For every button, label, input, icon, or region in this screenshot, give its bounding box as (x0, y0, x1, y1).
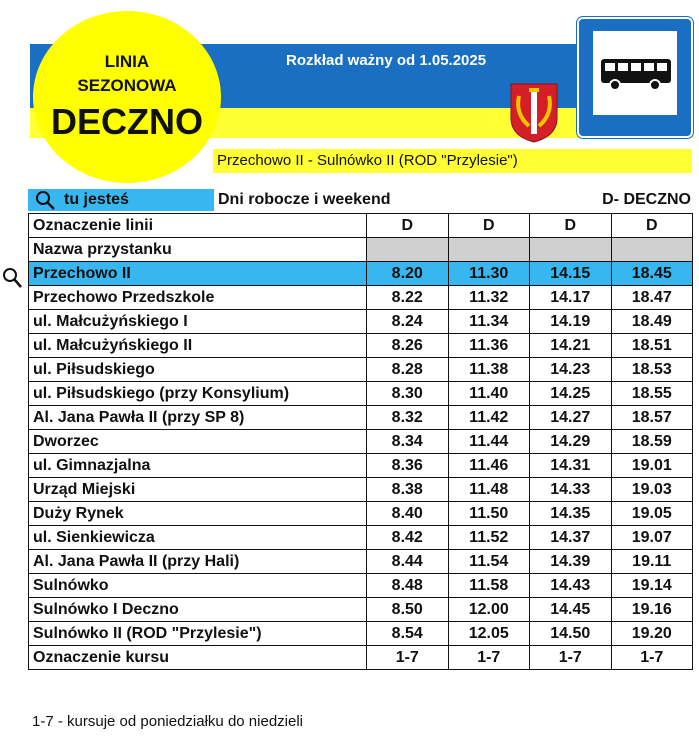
line-code: D (530, 214, 612, 238)
departure-time: 11.40 (448, 382, 530, 406)
table-row (29, 334, 693, 358)
departure-time: 14.39 (530, 550, 612, 574)
stop-name: Urząd Miejski (29, 478, 367, 502)
departure-time: 11.38 (448, 358, 530, 382)
departure-time: 8.50 (367, 598, 449, 622)
bus-icon (593, 31, 677, 115)
departure-time: 14.15 (530, 262, 612, 286)
departure-time: 11.58 (448, 574, 530, 598)
departure-time: 11.54 (448, 550, 530, 574)
departure-time: 14.37 (530, 526, 612, 550)
you-are-here-label (28, 189, 214, 211)
table-row (29, 598, 693, 622)
departure-time: 8.36 (367, 454, 449, 478)
departure-time: 18.51 (611, 334, 693, 358)
route-description: Przechowo II - Sulnówko II (ROD "Przylesie") (213, 149, 692, 173)
stop-name: Sulnówko (29, 574, 367, 598)
departure-time: 19.01 (611, 454, 693, 478)
departure-time: 14.23 (530, 358, 612, 382)
stop-name: Al. Jana Pawła II (przy Hali) (29, 550, 367, 574)
table-row (29, 502, 693, 526)
header-blank-cell (448, 238, 530, 262)
course-row-label: Oznaczenie kursu (29, 646, 367, 670)
departure-time: 11.48 (448, 478, 530, 502)
departure-time: 11.44 (448, 430, 530, 454)
departure-time: 8.30 (367, 382, 449, 406)
departure-time: 14.21 (530, 334, 612, 358)
departure-time: 11.50 (448, 502, 530, 526)
course-code: 1-7 (611, 646, 693, 670)
departure-time: 14.33 (530, 478, 612, 502)
departure-time: 19.07 (611, 526, 693, 550)
departure-time: 12.00 (448, 598, 530, 622)
badge-title: DECZNO (51, 101, 203, 142)
departure-time: 8.20 (367, 262, 449, 286)
departure-time: 11.34 (448, 310, 530, 334)
departure-time: 8.48 (367, 574, 449, 598)
departure-time: 18.59 (611, 430, 693, 454)
departure-time: 14.45 (530, 598, 612, 622)
stop-name: Przechowo II (29, 262, 367, 286)
departure-time: 11.52 (448, 526, 530, 550)
header-blank-cell (367, 238, 449, 262)
departure-time: 18.55 (611, 382, 693, 406)
stop-name: Sulnówko II (ROD "Przylesie") (29, 622, 367, 646)
stop-name: ul. Piłsudskiego (29, 358, 367, 382)
timetable (28, 213, 693, 670)
course-code: 1-7 (448, 646, 530, 670)
departure-time: 14.27 (530, 406, 612, 430)
stop-name: Dworzec (29, 430, 367, 454)
departure-time: 18.53 (611, 358, 693, 382)
course-code: 1-7 (367, 646, 449, 670)
stop-name: ul. Gimnazjalna (29, 454, 367, 478)
header-blank-cell (611, 238, 693, 262)
stop-name: ul. Piłsudskiego (przy Konsylium) (29, 382, 367, 406)
departure-time: 14.31 (530, 454, 612, 478)
table-row (29, 526, 693, 550)
table-row (29, 622, 693, 646)
departure-time: 19.16 (611, 598, 693, 622)
stop-name: ul. Małcużyńskiego I (29, 310, 367, 334)
stop-name: Al. Jana Pawła II (przy SP 8) (29, 406, 367, 430)
departure-time: 18.49 (611, 310, 693, 334)
you-are-here-text: tu jesteś (64, 191, 129, 208)
departure-time: 19.05 (611, 502, 693, 526)
line-row-label: Oznaczenie linii (29, 214, 367, 238)
badge-line1: LINIA (104, 52, 150, 71)
stop-name: Przechowo Przedszkole (29, 286, 367, 310)
footnote: 1-7 - kursuje od poniedziałku do niedzieli (32, 713, 303, 730)
departure-time: 19.03 (611, 478, 693, 502)
departure-time: 19.14 (611, 574, 693, 598)
stop-header: Nazwa przystanku (29, 238, 367, 262)
departure-time: 11.36 (448, 334, 530, 358)
valid-from-text: Rozkład ważny od 1.05.2025 (286, 52, 487, 69)
magnifier-icon (2, 267, 26, 289)
table-row (29, 454, 693, 478)
stop-name: Duży Rynek (29, 502, 367, 526)
departure-time: 8.24 (367, 310, 449, 334)
course-code-row (29, 646, 693, 670)
departure-time: 19.20 (611, 622, 693, 646)
departure-time: 8.44 (367, 550, 449, 574)
table-row (29, 550, 693, 574)
magnifier-icon (35, 190, 59, 210)
departure-time: 14.35 (530, 502, 612, 526)
stop-name: Sulnówko I Deczno (29, 598, 367, 622)
course-code: 1-7 (530, 646, 612, 670)
line-code: D (448, 214, 530, 238)
departure-time: 14.50 (530, 622, 612, 646)
header-blank-cell (530, 238, 612, 262)
table-row (29, 574, 693, 598)
line-badge (33, 11, 221, 183)
bus-stop-sign (577, 17, 693, 138)
stop-name: ul. Sienkiewicza (29, 526, 367, 550)
departure-time: 14.17 (530, 286, 612, 310)
table-row (29, 478, 693, 502)
coat-of-arms-icon (509, 82, 559, 144)
departure-time: 14.25 (530, 382, 612, 406)
departure-time: 8.42 (367, 526, 449, 550)
departure-time: 8.32 (367, 406, 449, 430)
service-days: Dni robocze i weekend (218, 191, 391, 208)
badge-line2: SEZONOWA (77, 76, 177, 95)
departure-time: 11.32 (448, 286, 530, 310)
departure-time: 8.22 (367, 286, 449, 310)
table-row (29, 382, 693, 406)
line-name: D- DECZNO (602, 191, 691, 208)
departure-time: 8.26 (367, 334, 449, 358)
line-code: D (611, 214, 693, 238)
departure-time: 11.42 (448, 406, 530, 430)
departure-time: 12.05 (448, 622, 530, 646)
departure-time: 14.43 (530, 574, 612, 598)
departure-time: 19.11 (611, 550, 693, 574)
line-code-row (29, 214, 693, 238)
departure-time: 8.38 (367, 478, 449, 502)
departure-time: 11.46 (448, 454, 530, 478)
stop-name: ul. Małcużyńskiego II (29, 334, 367, 358)
departure-time: 18.47 (611, 286, 693, 310)
table-row (29, 358, 693, 382)
departure-time: 14.29 (530, 430, 612, 454)
departure-time: 14.19 (530, 310, 612, 334)
table-row (29, 310, 693, 334)
line-code: D (367, 214, 449, 238)
departure-time: 8.40 (367, 502, 449, 526)
departure-time: 11.30 (448, 262, 530, 286)
stop-header-row (29, 238, 693, 262)
table-row-current-stop (29, 262, 693, 286)
departure-time: 18.57 (611, 406, 693, 430)
table-row (29, 406, 693, 430)
table-row (29, 286, 693, 310)
departure-time: 8.28 (367, 358, 449, 382)
departure-time: 8.34 (367, 430, 449, 454)
departure-time: 18.45 (611, 262, 693, 286)
departure-time: 8.54 (367, 622, 449, 646)
table-row (29, 430, 693, 454)
